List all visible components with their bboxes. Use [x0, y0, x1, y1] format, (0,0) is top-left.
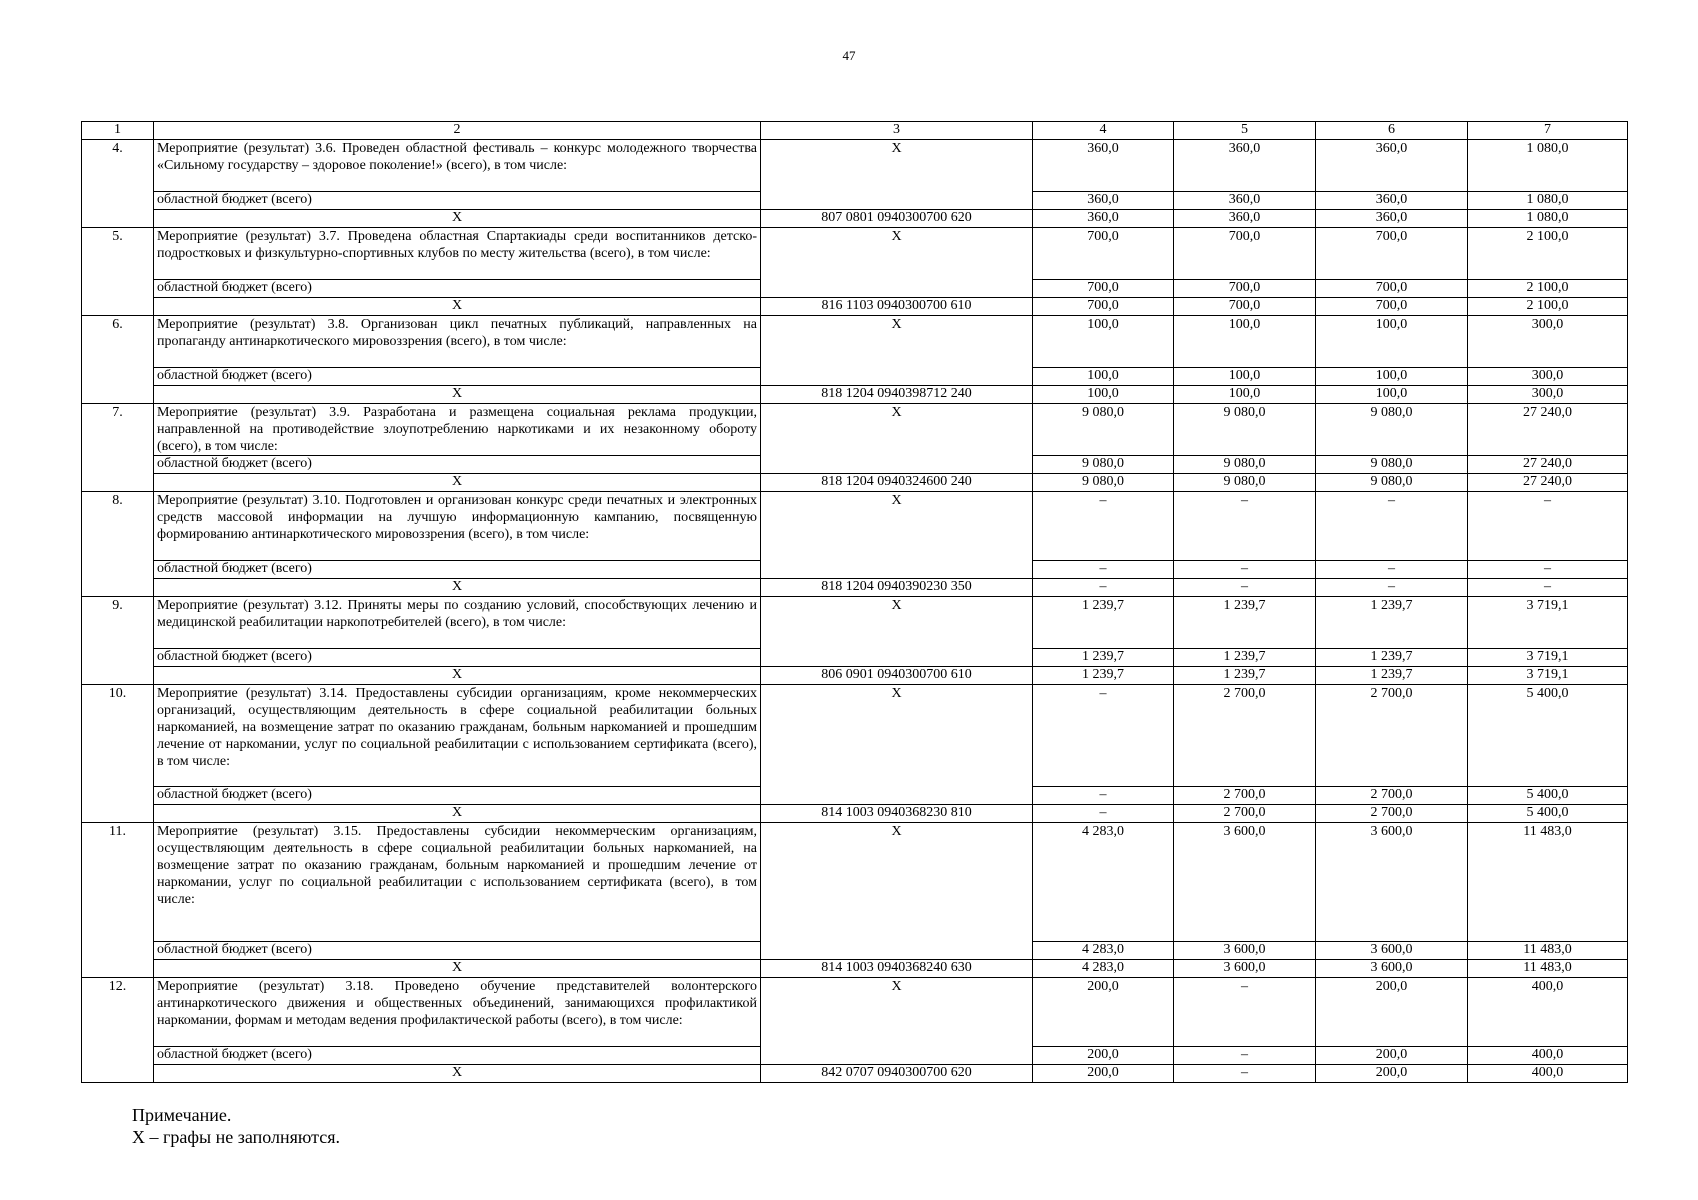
- value-cell: 2 700,0: [1174, 787, 1316, 805]
- value-cell: 100,0: [1316, 386, 1468, 404]
- table-row: [82, 978, 1628, 1047]
- table-row: [82, 492, 1628, 561]
- budget-label: областной бюджет (всего): [154, 456, 761, 474]
- footnote: [132, 1104, 340, 1148]
- value-cell: 9 080,0: [1316, 474, 1468, 492]
- value-cell: 4 283,0: [1033, 960, 1174, 978]
- code-row: [82, 474, 1628, 492]
- value-cell: 1 239,7: [1174, 597, 1316, 649]
- value-cell: 2 700,0: [1174, 685, 1316, 787]
- x-mark-cell: Х: [154, 298, 761, 316]
- activity-description: Мероприятие (результат) 3.7. Проведена областная Спартакиады среди воспитанников детско-подростковых и физкультурно-спортивных клубов по месту жительства (всего), в том числе:: [154, 228, 761, 280]
- value-cell: 1 239,7: [1316, 649, 1468, 667]
- code-row: [82, 298, 1628, 316]
- value-cell: 300,0: [1468, 316, 1628, 368]
- value-cell: 200,0: [1316, 1047, 1468, 1065]
- value-cell: 27 240,0: [1468, 456, 1628, 474]
- value-cell: 3 719,1: [1468, 597, 1628, 649]
- value-cell: –: [1033, 492, 1174, 561]
- table-row: [82, 823, 1628, 942]
- value-cell: 9 080,0: [1316, 404, 1468, 456]
- value-cell: –: [1033, 685, 1174, 787]
- value-cell: 3 600,0: [1316, 942, 1468, 960]
- value-cell: –: [1174, 492, 1316, 561]
- value-cell: 27 240,0: [1468, 404, 1628, 456]
- activity-description: Мероприятие (результат) 3.6. Проведен областной фестиваль – конкурс молодежного творчества «Сильному государству – здоровое поколение!» (всего), в том числе:: [154, 140, 761, 192]
- value-cell: 27 240,0: [1468, 474, 1628, 492]
- value-cell: –: [1174, 1065, 1316, 1083]
- value-cell: 2 100,0: [1468, 298, 1628, 316]
- value-cell: 360,0: [1033, 192, 1174, 210]
- page-number: 47: [842, 48, 856, 63]
- value-cell: 1 080,0: [1468, 192, 1628, 210]
- code-row: [82, 210, 1628, 228]
- value-cell: 100,0: [1033, 368, 1174, 386]
- value-cell: 5 400,0: [1468, 685, 1628, 787]
- budget-label: областной бюджет (всего): [154, 649, 761, 667]
- table-row: [82, 404, 1628, 456]
- value-cell: 360,0: [1316, 210, 1468, 228]
- value-cell: 100,0: [1174, 316, 1316, 368]
- code-row: [82, 1065, 1628, 1083]
- row-number: 11.: [82, 823, 154, 978]
- value-cell: 3 719,1: [1468, 649, 1628, 667]
- value-cell: 1 239,7: [1033, 667, 1174, 685]
- value-cell: –: [1174, 561, 1316, 579]
- value-cell: –: [1316, 492, 1468, 561]
- budget-label: областной бюджет (всего): [154, 561, 761, 579]
- footnote-text: Х – графы не заполняются.: [132, 1127, 340, 1147]
- value-cell: –: [1174, 978, 1316, 1047]
- value-cell: 3 600,0: [1174, 942, 1316, 960]
- header-cell: 1: [82, 122, 154, 140]
- value-cell: 2 700,0: [1316, 805, 1468, 823]
- value-cell: –: [1033, 561, 1174, 579]
- value-cell: 100,0: [1033, 316, 1174, 368]
- budget-code: 818 1204 0940390230 350: [761, 579, 1033, 597]
- value-cell: 700,0: [1174, 280, 1316, 298]
- value-cell: 100,0: [1174, 386, 1316, 404]
- value-cell: 700,0: [1316, 280, 1468, 298]
- value-cell: –: [1033, 787, 1174, 805]
- value-cell: 1 239,7: [1033, 597, 1174, 649]
- header-cell: 7: [1468, 122, 1628, 140]
- row-number: 10.: [82, 685, 154, 823]
- code-cell: Х: [761, 492, 1033, 579]
- value-cell: 200,0: [1033, 1047, 1174, 1065]
- code-cell: Х: [761, 685, 1033, 805]
- row-number: 4.: [82, 140, 154, 228]
- value-cell: –: [1033, 579, 1174, 597]
- code-row: [82, 579, 1628, 597]
- x-mark-cell: Х: [154, 960, 761, 978]
- value-cell: –: [1033, 805, 1174, 823]
- table-row: [82, 597, 1628, 649]
- value-cell: 300,0: [1468, 386, 1628, 404]
- value-cell: 1 239,7: [1174, 667, 1316, 685]
- x-mark-cell: Х: [154, 474, 761, 492]
- header-cell: 3: [761, 122, 1033, 140]
- budget-label: областной бюджет (всего): [154, 192, 761, 210]
- value-cell: 400,0: [1468, 1047, 1628, 1065]
- x-mark-cell: Х: [154, 805, 761, 823]
- table-row: [82, 685, 1628, 787]
- row-number: 5.: [82, 228, 154, 316]
- row-number: 12.: [82, 978, 154, 1083]
- value-cell: 5 400,0: [1468, 805, 1628, 823]
- value-cell: 700,0: [1174, 228, 1316, 280]
- budget-code: 818 1204 0940324600 240: [761, 474, 1033, 492]
- x-mark-cell: Х: [154, 386, 761, 404]
- x-mark-cell: Х: [154, 1065, 761, 1083]
- value-cell: 400,0: [1468, 978, 1628, 1047]
- code-cell: Х: [761, 316, 1033, 386]
- budget-label: областной бюджет (всего): [154, 787, 761, 805]
- value-cell: 2 700,0: [1174, 805, 1316, 823]
- value-cell: 5 400,0: [1468, 787, 1628, 805]
- value-cell: 9 080,0: [1174, 404, 1316, 456]
- row-number: 9.: [82, 597, 154, 685]
- budget-code: 842 0707 0940300700 620: [761, 1065, 1033, 1083]
- value-cell: 700,0: [1316, 298, 1468, 316]
- budget-label: областной бюджет (всего): [154, 280, 761, 298]
- value-cell: 3 600,0: [1174, 823, 1316, 942]
- value-cell: 360,0: [1033, 140, 1174, 192]
- value-cell: 3 600,0: [1174, 960, 1316, 978]
- budget-code: 806 0901 0940300700 610: [761, 667, 1033, 685]
- value-cell: 9 080,0: [1174, 474, 1316, 492]
- value-cell: 400,0: [1468, 1065, 1628, 1083]
- value-cell: 11 483,0: [1468, 942, 1628, 960]
- value-cell: 360,0: [1316, 140, 1468, 192]
- value-cell: 360,0: [1174, 192, 1316, 210]
- value-cell: 1 080,0: [1468, 210, 1628, 228]
- value-cell: 700,0: [1033, 280, 1174, 298]
- activity-description: Мероприятие (результат) 3.14. Предоставлены субсидии организациям, кроме некоммерческих организаций, осуществляющим деятельность в сфере социальной реабилитации больных наркоманией, на возмещение затрат по оказанию гражданам, больным наркоманией и прошедшим лечение от наркомании, услуг по социальной реабилитации с использованием сертификата (всего), в том числе:: [154, 685, 761, 787]
- value-cell: 11 483,0: [1468, 823, 1628, 942]
- value-cell: 2 100,0: [1468, 228, 1628, 280]
- value-cell: 1 080,0: [1468, 140, 1628, 192]
- value-cell: 700,0: [1316, 228, 1468, 280]
- value-cell: 9 080,0: [1033, 474, 1174, 492]
- value-cell: 360,0: [1033, 210, 1174, 228]
- value-cell: 4 283,0: [1033, 823, 1174, 942]
- footnote-title: Примечание.: [132, 1105, 232, 1125]
- header-cell: 4: [1033, 122, 1174, 140]
- value-cell: –: [1174, 579, 1316, 597]
- budget-label: областной бюджет (всего): [154, 1047, 761, 1065]
- budget-table: [81, 121, 1628, 1083]
- header-cell: 2: [154, 122, 761, 140]
- code-cell: Х: [761, 823, 1033, 960]
- table-header-row: [82, 122, 1628, 140]
- value-cell: –: [1316, 561, 1468, 579]
- code-cell: Х: [761, 228, 1033, 298]
- value-cell: –: [1468, 561, 1628, 579]
- table-row: [82, 316, 1628, 368]
- value-cell: 2 100,0: [1468, 280, 1628, 298]
- code-cell: Х: [761, 978, 1033, 1065]
- value-cell: 1 239,7: [1316, 597, 1468, 649]
- x-mark-cell: Х: [154, 210, 761, 228]
- code-cell: Х: [761, 404, 1033, 474]
- code-row: [82, 667, 1628, 685]
- value-cell: 3 600,0: [1316, 823, 1468, 942]
- value-cell: 360,0: [1174, 210, 1316, 228]
- header-cell: 5: [1174, 122, 1316, 140]
- value-cell: 100,0: [1033, 386, 1174, 404]
- value-cell: 1 239,7: [1033, 649, 1174, 667]
- value-cell: –: [1316, 579, 1468, 597]
- value-cell: 3 719,1: [1468, 667, 1628, 685]
- value-cell: 1 239,7: [1174, 649, 1316, 667]
- value-cell: –: [1468, 579, 1628, 597]
- value-cell: 200,0: [1316, 978, 1468, 1047]
- value-cell: 1 239,7: [1316, 667, 1468, 685]
- value-cell: 2 700,0: [1316, 787, 1468, 805]
- value-cell: 700,0: [1174, 298, 1316, 316]
- value-cell: 200,0: [1033, 978, 1174, 1047]
- table-row: [82, 228, 1628, 280]
- value-cell: –: [1468, 492, 1628, 561]
- budget-label: областной бюджет (всего): [154, 942, 761, 960]
- table-row: [82, 140, 1628, 192]
- value-cell: 100,0: [1174, 368, 1316, 386]
- x-mark-cell: Х: [154, 667, 761, 685]
- value-cell: 200,0: [1033, 1065, 1174, 1083]
- budget-code: 814 1003 0940368230 810: [761, 805, 1033, 823]
- row-number: 7.: [82, 404, 154, 492]
- value-cell: 3 600,0: [1316, 960, 1468, 978]
- budget-code: 816 1103 0940300700 610: [761, 298, 1033, 316]
- activity-description: Мероприятие (результат) 3.9. Разработана и размещена социальная реклама продукции, направленной на противодействие злоупотреблению наркотиками и их незаконному обороту (всего), в том числе:: [154, 404, 761, 456]
- budget-code: 814 1003 0940368240 630: [761, 960, 1033, 978]
- code-cell: Х: [761, 597, 1033, 667]
- value-cell: –: [1174, 1047, 1316, 1065]
- value-cell: 2 700,0: [1316, 685, 1468, 787]
- code-row: [82, 386, 1628, 404]
- value-cell: 11 483,0: [1468, 960, 1628, 978]
- budget-code: 818 1204 0940398712 240: [761, 386, 1033, 404]
- value-cell: 100,0: [1316, 316, 1468, 368]
- activity-description: Мероприятие (результат) 3.12. Приняты меры по созданию условий, способствующих лечению и медицинской реабилитации наркопотребителей (всего), в том числе:: [154, 597, 761, 649]
- activity-description: Мероприятие (результат) 3.15. Предоставлены субсидии некоммерческим организациям, осуществляющим деятельность в сфере социальной реабилитации больных наркоманией, на возмещение затрат по оказанию гражданам, больным наркоманией и прошедшим лечение от наркомании, услуг по социальной реабилитации с использованием сертификата (всего), в том числе:: [154, 823, 761, 942]
- value-cell: 700,0: [1033, 298, 1174, 316]
- row-number: 8.: [82, 492, 154, 597]
- value-cell: 9 080,0: [1033, 456, 1174, 474]
- header-cell: 6: [1316, 122, 1468, 140]
- value-cell: 100,0: [1316, 368, 1468, 386]
- x-mark-cell: Х: [154, 579, 761, 597]
- code-cell: Х: [761, 140, 1033, 210]
- value-cell: 360,0: [1174, 140, 1316, 192]
- activity-description: Мероприятие (результат) 3.8. Организован цикл печатных публикаций, направленных на пропаганду антинаркотического мировоззрения (всего), в том числе:: [154, 316, 761, 368]
- value-cell: 360,0: [1316, 192, 1468, 210]
- value-cell: 9 080,0: [1033, 404, 1174, 456]
- budget-label: областной бюджет (всего): [154, 368, 761, 386]
- value-cell: 300,0: [1468, 368, 1628, 386]
- activity-description: Мероприятие (результат) 3.10. Подготовлен и организован конкурс среди печатных и электронных средств массовой информации на лучшую информационную кампанию, посвященную формированию антинаркотического мировоззрения (всего), в том числе:: [154, 492, 761, 561]
- row-number: 6.: [82, 316, 154, 404]
- activity-description: Мероприятие (результат) 3.18. Проведено обучение представителей волонтерского антинаркотического движения и общественных объединений, занимающихся профилактикой наркомании, формам и методам ведения профилактической работы (всего), в том числе:: [154, 978, 761, 1047]
- value-cell: 9 080,0: [1316, 456, 1468, 474]
- code-row: [82, 805, 1628, 823]
- code-row: [82, 960, 1628, 978]
- value-cell: 9 080,0: [1174, 456, 1316, 474]
- budget-code: 807 0801 0940300700 620: [761, 210, 1033, 228]
- value-cell: 700,0: [1033, 228, 1174, 280]
- value-cell: 4 283,0: [1033, 942, 1174, 960]
- value-cell: 200,0: [1316, 1065, 1468, 1083]
